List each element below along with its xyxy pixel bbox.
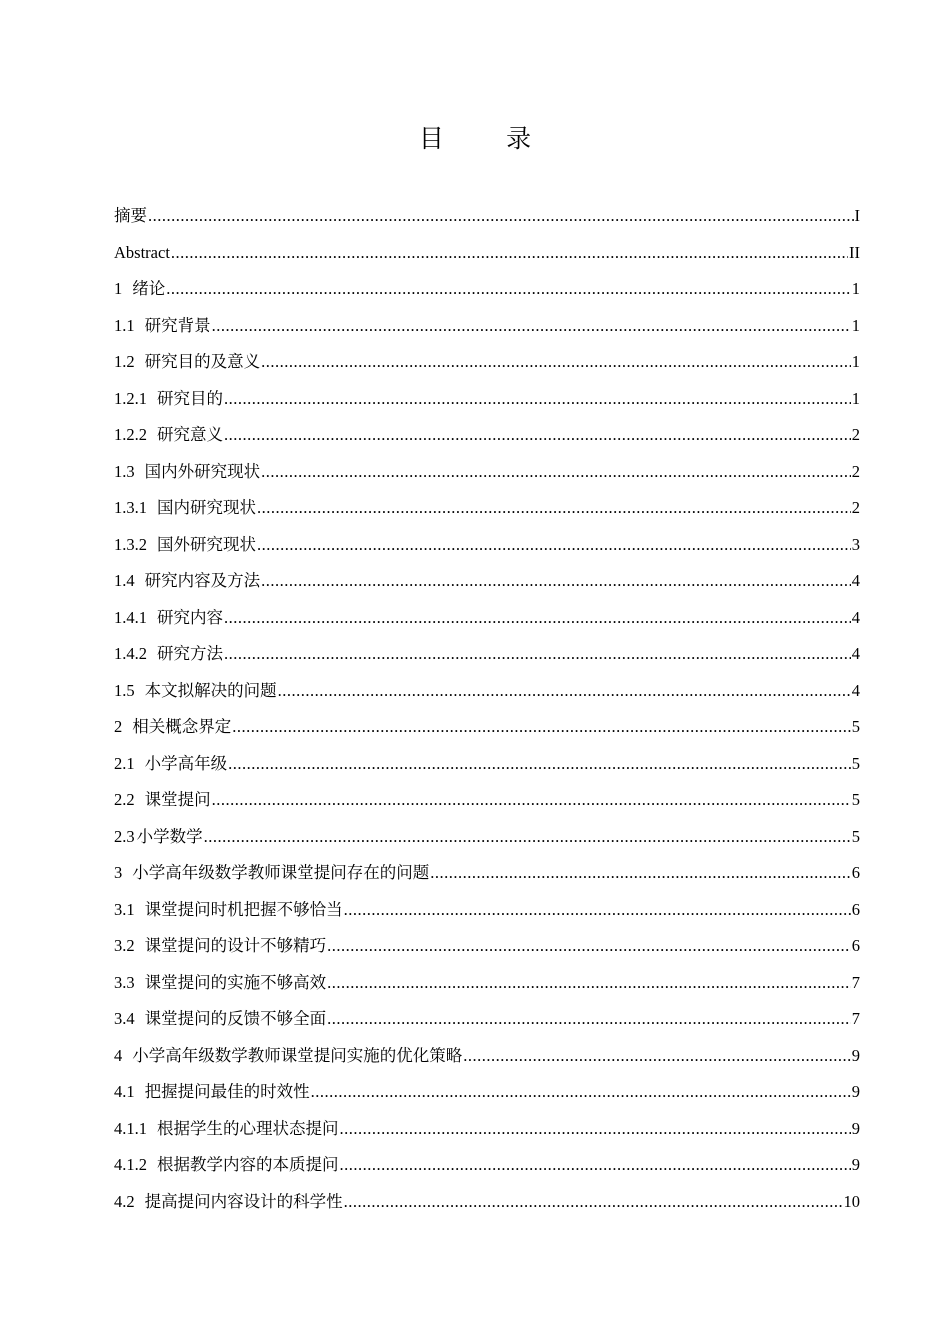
toc-entry[interactable]: [114, 1038, 860, 1075]
toc-entry-text: 研究目的: [157, 388, 223, 408]
toc-entry-page: 9: [851, 1118, 860, 1138]
toc-entry-text: 研究内容及方法: [144, 571, 261, 590]
toc-dot-leader: [430, 855, 851, 892]
toc-entry[interactable]: [114, 417, 860, 454]
toc-dot-leader: [327, 1001, 851, 1038]
toc-entry[interactable]: [114, 965, 860, 1002]
toc-entry-number: 1.2.1: [114, 388, 147, 408]
toc-entry-page: 7: [851, 972, 860, 992]
toc-entry-text: 课堂提问的实施不够高效: [144, 972, 327, 992]
toc-dot-leader: [166, 271, 851, 308]
toc-entry[interactable]: [114, 928, 860, 965]
toc-entry-number: 2.3: [114, 826, 135, 846]
toc-entry-page: 1: [851, 388, 860, 408]
toc-entry-page: 5: [851, 717, 860, 736]
toc-dot-leader: [224, 636, 851, 673]
toc-entry-text: Abstract: [114, 242, 170, 262]
toc-entry[interactable]: [114, 600, 860, 637]
toc-entry-text: 小学高年级: [144, 753, 228, 773]
toc-entry[interactable]: [114, 1001, 860, 1038]
toc-dot-leader: [344, 1184, 843, 1221]
toc-dot-leader: [261, 344, 851, 381]
toc-entry-page: 2: [851, 461, 860, 481]
toc-entry-text: 提高提问内容设计的科学性: [144, 1191, 343, 1211]
toc-entry-text: 摘要: [114, 206, 147, 225]
toc-entry-number: 1.3.2: [114, 534, 147, 554]
toc-dot-leader: [311, 1074, 851, 1111]
toc-entry-text: 本文拟解决的问题: [144, 680, 277, 700]
toc-entry-text: 小学高年级数学教师课堂提问实施的优化策略: [132, 1045, 463, 1065]
toc-entry-text: 国内外研究现状: [144, 461, 261, 481]
toc-entry-text: 小学数学: [136, 826, 203, 846]
toc-entry[interactable]: [114, 454, 860, 491]
toc-entry-page: 5: [851, 826, 860, 846]
toc-entry[interactable]: [114, 563, 860, 600]
toc-entry-number: 3.4: [114, 1009, 135, 1028]
toc-entry-text: 研究背景: [144, 315, 211, 335]
toc-list: [114, 198, 860, 1220]
toc-entry-page: 1: [851, 279, 860, 298]
toc-entry[interactable]: [114, 819, 860, 856]
toc-dot-leader: [224, 417, 851, 454]
toc-entry-number: 1: [114, 279, 123, 298]
toc-dot-leader: [212, 782, 851, 819]
toc-entry-number: 1.2: [114, 352, 135, 371]
toc-entry-page: 9: [851, 1155, 860, 1174]
toc-entry-text: 把握提问最佳的时效性: [144, 1082, 310, 1101]
toc-entry[interactable]: [114, 855, 860, 892]
toc-entry-page: 1: [851, 352, 860, 371]
toc-entry-number: 1.4.2: [114, 644, 147, 663]
toc-entry-page: 6: [851, 863, 860, 882]
toc-entry-text: 课堂提问的反馈不够全面: [144, 1009, 327, 1028]
toc-entry[interactable]: [114, 1147, 860, 1184]
toc-entry-number: 3: [114, 863, 123, 882]
toc-entry-number: 4.1.1: [114, 1118, 147, 1138]
toc-entry[interactable]: [114, 746, 860, 783]
toc-entry-page: I: [854, 206, 860, 225]
toc-entry-page: 5: [851, 790, 860, 809]
toc-entry-number: 1.5: [114, 680, 135, 700]
toc-entry-text: 国外研究现状: [157, 534, 256, 554]
toc-entry-number: 1.4.1: [114, 607, 147, 627]
toc-entry[interactable]: [114, 1184, 860, 1221]
toc-entry[interactable]: [114, 709, 860, 746]
toc-dot-leader: [228, 746, 851, 783]
toc-entry-page: 9: [851, 1045, 860, 1065]
toc-dot-leader: [224, 381, 851, 418]
toc-entry[interactable]: [114, 381, 860, 418]
toc-entry-number: 1.2.2: [114, 425, 147, 444]
toc-entry-text: 课堂提问时机把握不够恰当: [144, 899, 343, 919]
toc-entry-text: 课堂提问: [144, 790, 211, 809]
toc-dot-leader: [171, 235, 848, 272]
toc-dot-leader: [224, 600, 851, 637]
toc-entry[interactable]: [114, 1074, 860, 1111]
toc-entry-text: 课堂提问的设计不够精巧: [144, 936, 327, 955]
toc-entry-page: 2: [851, 425, 860, 444]
toc-entry-page: 4: [851, 644, 860, 663]
toc-dot-leader: [257, 527, 851, 564]
toc-entry[interactable]: [114, 344, 860, 381]
toc-entry-number: 1.1: [114, 315, 135, 335]
toc-entry-text: 研究目的及意义: [144, 352, 261, 371]
toc-entry[interactable]: [114, 198, 860, 235]
toc-entry[interactable]: [114, 636, 860, 673]
toc-entry-page: 1: [851, 315, 860, 335]
toc-dot-leader: [340, 1147, 851, 1184]
toc-entry-page: 10: [843, 1191, 860, 1211]
toc-entry[interactable]: [114, 271, 860, 308]
toc-entry-number: 1.3: [114, 461, 135, 481]
toc-entry[interactable]: [114, 235, 860, 272]
toc-entry-text: 国内研究现状: [157, 498, 256, 517]
toc-entry-page: 6: [851, 899, 860, 919]
toc-entry[interactable]: [114, 782, 860, 819]
toc-entry-page: 2: [851, 498, 860, 517]
toc-title: 目 录: [418, 126, 560, 153]
toc-entry-number: 3.2: [114, 936, 135, 955]
toc-dot-leader: [344, 892, 851, 929]
toc-entry-page: 3: [851, 534, 860, 554]
toc-dot-leader: [261, 454, 851, 491]
toc-entry-number: 3.1: [114, 899, 135, 919]
toc-dot-leader: [257, 490, 851, 527]
toc-entry-text: 绪论: [132, 279, 166, 298]
toc-entry-number: 4: [114, 1045, 123, 1065]
toc-entry[interactable]: [114, 892, 860, 929]
toc-dot-leader: [463, 1038, 851, 1075]
toc-entry[interactable]: [114, 1111, 860, 1148]
toc-entry-number: 4.1.2: [114, 1155, 147, 1174]
toc-entry-page: 5: [851, 753, 860, 773]
toc-entry-text: 研究内容: [157, 607, 223, 627]
toc-entry-text: 研究意义: [157, 425, 223, 444]
toc-entry-page: 4: [851, 607, 860, 627]
toc-entry-page: 4: [851, 571, 860, 590]
toc-entry-text: 根据教学内容的本质提问: [157, 1155, 339, 1174]
toc-dot-leader: [212, 308, 851, 345]
toc-dot-leader: [278, 673, 851, 710]
toc-entry[interactable]: [114, 308, 860, 345]
toc-dot-leader: [327, 928, 851, 965]
toc-entry-number: 4.2: [114, 1191, 135, 1211]
toc-entry[interactable]: [114, 490, 860, 527]
toc-entry-number: 4.1: [114, 1082, 135, 1101]
toc-entry[interactable]: [114, 527, 860, 564]
toc-entry-number: 3.3: [114, 972, 135, 992]
toc-entry-text: 研究方法: [157, 644, 223, 663]
toc-dot-leader: [204, 819, 851, 856]
toc-dot-leader: [148, 198, 854, 235]
toc-entry-page: 4: [851, 680, 860, 700]
toc-entry-page: 6: [851, 936, 860, 955]
toc-entry-text: 相关概念界定: [132, 717, 232, 736]
toc-dot-leader: [327, 965, 851, 1002]
toc-entry-text: 小学高年级数学教师课堂提问存在的问题: [132, 863, 430, 882]
toc-dot-leader: [232, 709, 851, 746]
toc-entry-number: 1.4: [114, 571, 135, 590]
toc-entry[interactable]: [114, 673, 860, 710]
toc-entry-page: 7: [851, 1009, 860, 1028]
toc-entry-text: 根据学生的心理状态提问: [157, 1118, 339, 1138]
toc-entry-page: 9: [851, 1082, 860, 1101]
toc-dot-leader: [340, 1111, 851, 1148]
toc-dot-leader: [261, 563, 851, 600]
toc-entry-number: 2.1: [114, 753, 135, 773]
toc-entry-number: 2: [114, 717, 123, 736]
toc-entry-number: 2.2: [114, 790, 135, 809]
toc-entry-number: 1.3.1: [114, 498, 147, 517]
toc-entry-page: II: [849, 242, 860, 262]
